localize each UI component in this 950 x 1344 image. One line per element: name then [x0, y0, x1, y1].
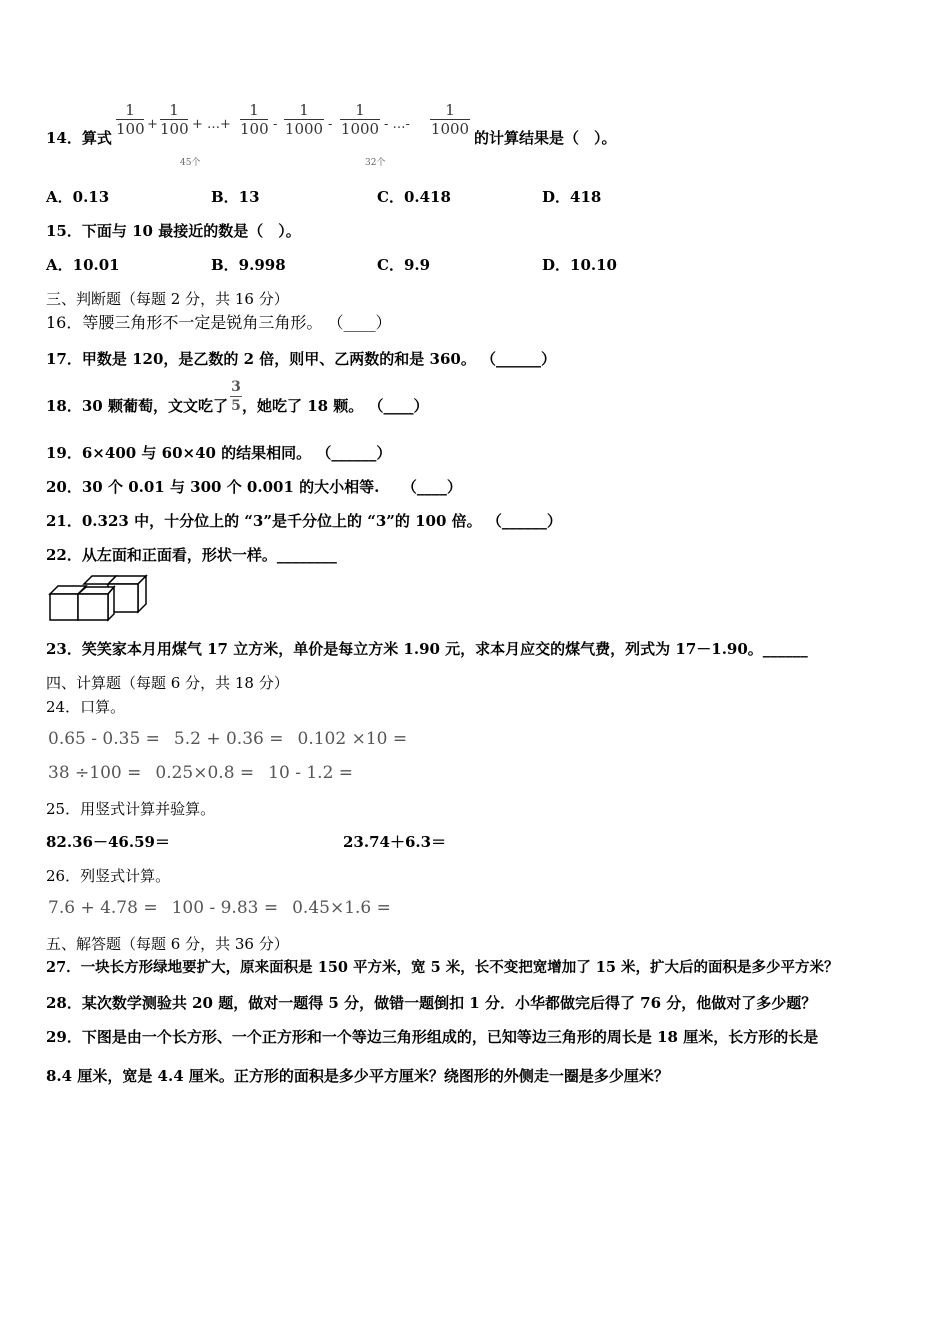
- minus-op: -: [273, 117, 278, 132]
- q29-text-line-1: 29．下图是由一个长方形、一个正方形和一个等边三角形组成的，已知等边三角形的周长是 18 厘米，长方形的长是: [46, 1028, 819, 1046]
- q27-text: 27．一块长方形绿地要扩大，原来面积是 150 平方米，宽 5 米，长不变把宽增加了 15 米，扩大后的面积是多少平方米？: [46, 959, 839, 976]
- cubes-figure: [46, 574, 152, 624]
- q14-option-b: B．13: [211, 188, 260, 206]
- q14-tail: 的计算结果是（ ）。: [474, 129, 617, 147]
- section-5-heading: 五、解答题（每题 6 分，共 36 分）: [46, 935, 289, 953]
- fraction-6: 1 1000: [430, 101, 470, 138]
- count-32: 32个: [365, 158, 386, 168]
- fraction-2: 1 100: [160, 101, 189, 138]
- q14-option-d: D．418: [542, 188, 602, 206]
- q20-text: 20．30 个 0.01 与 300 个 0.001 的大小相等. （____）: [46, 478, 462, 496]
- q24-title: 24．口算。: [46, 698, 126, 716]
- section-4-heading: 四、计算题（每题 6 分，共 18 分）: [46, 674, 289, 692]
- q16-text: 16．等腰三角形不一定是锐角三角形。 （____）: [46, 313, 392, 332]
- q18-text: 18．30 颗葡萄，文文吃了 ，她吃了 18 颗。 （____）: [46, 397, 429, 415]
- fraction-4: 1 1000: [284, 101, 324, 138]
- q26-title: 26．列竖式计算。: [46, 867, 171, 885]
- minus-op-2: -: [328, 117, 333, 132]
- q15-option-d: D．10.10: [542, 256, 617, 274]
- q15-option-a: A．10.01: [46, 256, 120, 274]
- fraction-5: 1 1000: [340, 101, 380, 138]
- q22-text: 22．从左面和正面看，形状一样。________: [46, 546, 337, 564]
- q24-row-1: 0.65 - 0.35 = 5.2 + 0.36 = 0.102 ×10 =: [48, 729, 408, 749]
- plus-ellipsis-op: + …+: [192, 117, 231, 132]
- q21-text: 21．0.323 中，十分位上的 “3”是千分位上的 “3”的 100 倍。 （______）: [46, 512, 562, 530]
- section-3-heading: 三、判断题（每题 2 分，共 16 分）: [46, 290, 289, 308]
- q14-label: 14．算式: [46, 129, 112, 147]
- q28-text: 28．某次数学测验共 20 题，做对一题得 5 分，做错一题倒扣 1 分．小华都做完后得了 76 分，他做对了多少题？: [46, 994, 817, 1012]
- q25-expr-a: 82.36－46.59＝: [46, 833, 170, 851]
- plus-op: +: [147, 117, 158, 132]
- q17-text: 17．甲数是 120，是乙数的 2 倍，则甲、乙两数的和是 360。 （______）: [46, 350, 557, 368]
- fraction-3: 1 100: [240, 101, 269, 138]
- q29-text-line-2: 8.4 厘米，宽是 4.4 厘米。正方形的面积是多少平方厘米？绕图形的外侧走一圈是多少厘米？: [46, 1067, 669, 1085]
- q15-option-c: C．9.9: [377, 256, 431, 274]
- q25-expr-b: 23.74＋6.3＝: [343, 833, 447, 851]
- q14-option-a: A．0.13: [46, 188, 110, 206]
- fraction-1: 1 100: [116, 101, 145, 138]
- q14-option-c: C．0.418: [377, 188, 451, 206]
- minus-ellipsis-op: - …-: [384, 117, 410, 132]
- q26-row: 7.6 + 4.78 = 100 - 9.83 = 0.45×1.6 =: [48, 898, 391, 918]
- q25-title: 25．用竖式计算并验算。: [46, 800, 216, 818]
- q15-text: 15．下面与 10 最接近的数是（ ）。: [46, 222, 301, 240]
- q18-fraction: 3 5: [231, 379, 241, 414]
- q23-text: 23．笑笑家本月用煤气 17 立方米，单价是每立方米 1.90 元，求本月应交的煤气费，列式为 17－1.90。______: [46, 640, 808, 658]
- q19-text: 19．6×400 与 60×40 的结果相同。 （______）: [46, 444, 392, 462]
- q24-row-2: 38 ÷100 = 0.25×0.8 = 10 - 1.2 =: [48, 763, 354, 783]
- count-45: 45个: [180, 158, 201, 168]
- q15-option-b: B．9.998: [211, 256, 286, 274]
